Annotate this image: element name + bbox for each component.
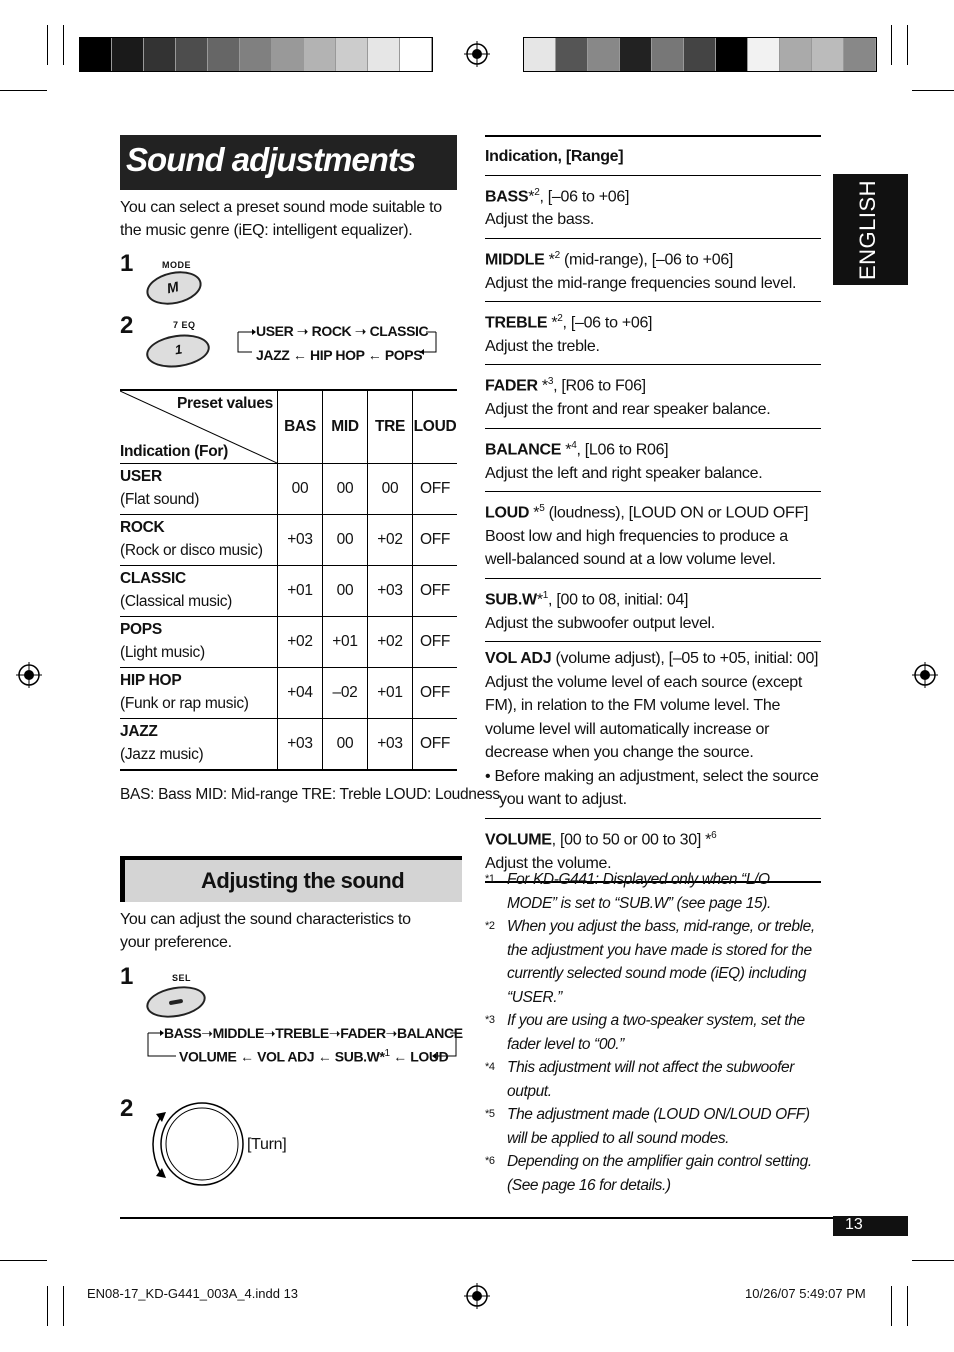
table-header-row xyxy=(120,390,457,464)
eq-button[interactable] xyxy=(144,331,212,372)
footnote-text: The adjustment made (LOUD ON/LOUD OFF) will be applied to all sound modes. xyxy=(507,1106,810,1147)
menu-bass: BASS xyxy=(164,1025,202,1041)
arrow-left-icon: ← xyxy=(314,1048,335,1065)
footnote-text: Depending on the amplifier gain control setting. (See page 16 for details.) xyxy=(507,1153,812,1194)
crop-mark xyxy=(63,1286,64,1326)
item-desc: Adjust the left and right speaker balance. xyxy=(485,464,763,482)
value-cell: OFF xyxy=(413,719,458,771)
item-desc: Adjust the treble. xyxy=(485,337,600,355)
col-header: MID xyxy=(323,390,368,464)
item-desc: Boost low and high frequencies to produce a well-balanced sound at a low volume level. xyxy=(485,527,788,569)
sound-flow-row1 xyxy=(164,1025,463,1042)
value-cell: +02 xyxy=(368,617,413,668)
footnote-ref: 3 xyxy=(547,376,554,388)
item-desc: Adjust the bass. xyxy=(485,211,595,229)
table-row xyxy=(120,668,457,719)
item-desc: Adjust the subwoofer output level. xyxy=(485,614,715,632)
crop-mark xyxy=(47,25,48,65)
table-row xyxy=(120,464,457,515)
language-label: ENGLISH xyxy=(855,179,880,281)
mode-name: ROCK xyxy=(120,519,165,536)
value-cell: OFF xyxy=(413,566,458,617)
table-legend: BAS: Bass MID: Mid-range TRE: Treble LOUD: Loudness xyxy=(120,786,500,803)
footnotes xyxy=(485,868,821,1197)
footnote-ref: 4 xyxy=(571,439,577,451)
color-swatch xyxy=(240,38,272,71)
mode-desc: (Flat sound) xyxy=(120,491,200,508)
sel-button-label: SEL xyxy=(172,973,192,983)
color-swatch xyxy=(588,38,620,71)
arrow-right-icon: ➝ xyxy=(385,1025,397,1041)
color-swatch xyxy=(304,38,336,71)
mode-name: USER xyxy=(120,468,162,485)
color-swatch xyxy=(80,38,112,71)
mode-name: POPS xyxy=(120,621,162,638)
footnote xyxy=(485,1103,821,1150)
preset-values-label: Preset values xyxy=(176,395,273,412)
col-header: LOUD xyxy=(413,390,458,464)
item-mark: * xyxy=(561,441,572,459)
footnote-ref: 2 xyxy=(557,313,563,325)
mode-desc: (Classical music) xyxy=(120,593,233,610)
color-swatch xyxy=(112,38,144,71)
color-swatch xyxy=(368,38,400,71)
value-cell: +02 xyxy=(278,617,323,668)
item-name: SUB.W xyxy=(485,591,537,609)
item-name: VOL ADJ xyxy=(485,650,552,668)
item-range: (volume adjust), [–05 to +05, initial: 00] xyxy=(551,650,819,668)
indication-item xyxy=(485,429,821,492)
eq-mode-classic: CLASSIC xyxy=(369,323,429,339)
value-cell: OFF xyxy=(413,617,458,668)
intro-text: You can select a preset sound mode suitable to the music genre (iEQ: intelligent equalizer). xyxy=(120,199,442,239)
value-cell: 00 xyxy=(323,464,368,515)
arrow-left-icon: ← xyxy=(292,347,310,363)
item-range: , [–06 to +06] xyxy=(562,314,653,332)
registration-mark-icon xyxy=(464,1283,490,1309)
footnote-mark: *3 xyxy=(485,1014,495,1026)
voladj-item xyxy=(485,642,821,819)
registration-mark-icon xyxy=(464,41,490,67)
color-swatch xyxy=(652,38,684,71)
color-swatch xyxy=(812,38,844,71)
language-tab xyxy=(833,174,908,285)
col-header: TRE xyxy=(368,390,413,464)
col-header: BAS xyxy=(278,390,323,464)
preset-values-table xyxy=(120,389,457,771)
eq-mode-hiphop: HIP HOP xyxy=(310,347,365,363)
color-swatch xyxy=(556,38,588,71)
table-row xyxy=(120,566,457,617)
menu-balance: BALANCE xyxy=(397,1025,463,1041)
color-swatch xyxy=(716,38,748,71)
mode-cell xyxy=(120,515,278,566)
item-name: VOLUME xyxy=(485,831,552,849)
menu-volume: VOLUME xyxy=(179,1048,237,1065)
table-row xyxy=(120,515,457,566)
eq-mode-user: USER xyxy=(256,323,294,339)
section-title: Adjusting the sound xyxy=(201,868,405,893)
mode-name: JAZZ xyxy=(120,723,158,740)
sound-flow-row2 xyxy=(179,1048,448,1065)
value-cell: 00 xyxy=(323,515,368,566)
color-bar-left xyxy=(79,37,433,72)
crop-mark xyxy=(63,25,64,65)
item-mark: * xyxy=(528,187,535,205)
control-dial-icon[interactable] xyxy=(144,1100,248,1188)
item-range: (mid-range), [–06 to +06] xyxy=(559,251,734,269)
item-mark: * xyxy=(536,591,543,609)
indication-item xyxy=(485,176,821,239)
mode-desc: (Light music) xyxy=(120,644,205,661)
footnote xyxy=(485,915,821,1009)
item-range: , [L06 to R06] xyxy=(576,441,669,459)
item-name: LOUD xyxy=(485,504,530,522)
table-row xyxy=(120,719,457,771)
minus-icon xyxy=(169,999,183,1005)
item-range: , [00 to 08, initial: 04] xyxy=(548,591,689,609)
arrow-right-icon: ➝ xyxy=(263,1025,276,1041)
value-cell: 00 xyxy=(368,464,413,515)
arrow-left-icon: ← xyxy=(236,1048,258,1065)
mode-button-label: MODE xyxy=(162,260,191,270)
mode-name: CLASSIC xyxy=(120,570,186,587)
item-desc: Adjust the mid-range frequencies sound level. xyxy=(485,274,797,292)
page-number-tab xyxy=(833,1216,908,1236)
footnote-text: If you are using a two-speaker system, set the fader level to “00.” xyxy=(507,1012,805,1053)
color-swatch xyxy=(620,38,652,71)
footnote-ref: 5 xyxy=(539,503,545,515)
menu-middle: MIDDLE xyxy=(212,1025,264,1041)
item-name: MIDDLE xyxy=(485,251,545,269)
footnote-text: For KD-G441: Displayed only when “L/O MODE” is set to “SUB.W” (see page 15). xyxy=(507,871,771,912)
footnote-ref: 2 xyxy=(554,249,560,261)
sel-button[interactable] xyxy=(144,982,208,1022)
item-desc: Adjust the front and rear speaker balance. xyxy=(485,401,771,419)
indication-item xyxy=(485,365,821,428)
menu-loud: LOUD xyxy=(410,1048,449,1065)
item-desc: Adjust the volume level of each source (except FM), in relation to the FM volume level. The volume level will automatically increase or decrease when you change the source. xyxy=(485,673,803,762)
eq-flow-row1 xyxy=(256,323,428,340)
mode-desc: (Funk or rap music) xyxy=(120,695,249,712)
mode-cell xyxy=(120,566,278,617)
color-swatch xyxy=(780,38,812,71)
color-swatch xyxy=(144,38,176,71)
item-bullet: • Before making an adjustment, select the source you want to adjust. xyxy=(485,767,819,809)
registration-mark-icon xyxy=(912,662,938,688)
color-swatch xyxy=(272,38,304,71)
section-intro: You can adjust the sound characteristics to your preference. xyxy=(120,911,411,951)
table-row xyxy=(120,617,457,668)
arrow-right-icon: ➝ xyxy=(328,1025,341,1041)
mode-name: HIP HOP xyxy=(120,672,182,689)
crop-mark xyxy=(0,90,47,91)
value-cell: +01 xyxy=(278,566,323,617)
menu-treble: TREBLE xyxy=(275,1025,329,1041)
color-swatch xyxy=(400,38,432,71)
mode-cell xyxy=(120,617,278,668)
footnote-text: When you adjust the bass, mid-range, or treble, the adjustment you have made is stored for the currently selected sound mode (iEQ) including “USER.” xyxy=(507,918,815,1006)
value-cell: OFF xyxy=(413,668,458,719)
section-header xyxy=(120,856,462,902)
footnote-mark: *1 xyxy=(485,873,495,885)
value-cell: +03 xyxy=(368,719,413,771)
value-cell: +03 xyxy=(278,719,323,771)
indication-item xyxy=(485,579,821,642)
eq-mode-pops: POPS xyxy=(384,347,423,363)
footnote-mark: *6 xyxy=(485,1155,495,1167)
step-number: 1 xyxy=(120,250,134,277)
menu-subw: SUB.W* xyxy=(334,1048,385,1065)
page-title-bar xyxy=(120,135,457,190)
value-cell: +01 xyxy=(368,668,413,719)
eq-button-label: 7 EQ xyxy=(173,320,196,330)
value-cell: +03 xyxy=(278,515,323,566)
arrow-right-icon: ➝ xyxy=(354,323,370,339)
page-number: 13 xyxy=(845,1216,863,1233)
item-desc: Adjust the volume. xyxy=(485,854,612,872)
crop-mark xyxy=(912,90,954,91)
table-corner-header xyxy=(120,390,278,464)
crop-mark xyxy=(891,1286,892,1326)
arrow-left-icon: ← xyxy=(389,1048,411,1065)
color-swatch xyxy=(748,38,780,71)
indication-header: Indication, [Range] xyxy=(485,135,821,176)
crop-mark xyxy=(47,1286,48,1326)
mode-desc: (Jazz music) xyxy=(120,746,204,763)
registration-mark-icon xyxy=(16,662,42,688)
value-cell: +01 xyxy=(323,617,368,668)
footnote-mark: *4 xyxy=(485,1061,495,1073)
item-range: , [00 to 50 or 00 to 30] * xyxy=(551,831,712,849)
item-mark: * xyxy=(544,251,555,269)
eq-flow-row2 xyxy=(256,347,422,363)
footnote xyxy=(485,868,821,915)
value-cell: OFF xyxy=(413,515,458,566)
value-cell: +04 xyxy=(278,668,323,719)
footnote-mark: *2 xyxy=(485,920,495,932)
value-cell: 00 xyxy=(323,719,368,771)
item-name: BASS xyxy=(485,187,529,205)
step-number: 2 xyxy=(120,1095,134,1122)
turn-label: [Turn] xyxy=(247,1136,287,1153)
bottom-rule xyxy=(120,1217,908,1219)
mode-desc: (Rock or disco music) xyxy=(120,542,263,559)
arrow-right-icon: ➝ xyxy=(201,1025,213,1041)
indication-list xyxy=(485,135,821,883)
item-range: , [–06 to +06] xyxy=(539,187,630,205)
item-name: FADER xyxy=(485,377,538,395)
arrow-left-icon: ← xyxy=(367,347,385,363)
crop-mark xyxy=(907,1286,908,1326)
mode-cell xyxy=(120,719,278,771)
footer-left: EN08-17_KD-G441_003A_4.indd 13 xyxy=(87,1286,299,1301)
color-swatch xyxy=(176,38,208,71)
eq-mode-jazz: JAZZ xyxy=(256,347,290,363)
value-cell: +02 xyxy=(368,515,413,566)
indication-item xyxy=(485,302,821,365)
color-swatch xyxy=(336,38,368,71)
item-mark: * xyxy=(547,314,558,332)
crop-mark xyxy=(0,1260,47,1261)
footnote-text: This adjustment will not affect the subwoofer output. xyxy=(507,1059,794,1100)
footnote-mark: *5 xyxy=(485,1108,495,1120)
footer-right: 10/26/07 5:49:07 PM xyxy=(745,1286,866,1301)
crop-mark xyxy=(912,1260,954,1261)
item-name: TREBLE xyxy=(485,314,548,332)
menu-fader: FADER xyxy=(340,1025,386,1041)
footnote-ref: 2 xyxy=(534,186,540,198)
item-name: BALANCE xyxy=(485,441,562,459)
step-number: 1 xyxy=(120,963,134,990)
color-bar-right xyxy=(523,37,877,72)
footnote xyxy=(485,1009,821,1056)
color-swatch xyxy=(844,38,876,71)
indication-label: Indication (For) xyxy=(120,443,228,460)
color-swatch xyxy=(208,38,240,71)
step-number: 2 xyxy=(120,312,134,339)
value-cell: OFF xyxy=(413,464,458,515)
mode-button[interactable] xyxy=(143,267,204,310)
indication-item xyxy=(485,492,821,579)
mode-button-letter: M xyxy=(165,278,181,297)
value-cell: +03 xyxy=(368,566,413,617)
mode-cell xyxy=(120,668,278,719)
footnote xyxy=(485,1056,821,1103)
value-cell: –02 xyxy=(323,668,368,719)
footnote-ref: 1 xyxy=(542,589,549,601)
eq-mode-rock: ROCK xyxy=(311,323,352,339)
footnote-ref: 1 xyxy=(384,1048,390,1059)
item-range: , [R06 to F06] xyxy=(553,377,646,395)
item-mark: * xyxy=(529,504,540,522)
mode-cell xyxy=(120,464,278,515)
color-swatch xyxy=(684,38,716,71)
page-title: Sound adjustments xyxy=(126,141,416,178)
item-mark: * xyxy=(537,377,548,395)
footnote-ref: 6 xyxy=(711,829,717,841)
color-swatch xyxy=(524,38,556,71)
footnote xyxy=(485,1150,821,1197)
menu-voladj: VOL ADJ xyxy=(257,1048,315,1065)
indication-item xyxy=(485,239,821,302)
eq-button-number: 1 xyxy=(173,341,184,358)
item-range: (loudness), [LOUD ON or LOUD OFF] xyxy=(544,504,809,522)
crop-mark xyxy=(891,25,892,65)
value-cell: 00 xyxy=(278,464,323,515)
arrow-right-icon: ➝ xyxy=(296,323,312,339)
value-cell: 00 xyxy=(323,566,368,617)
crop-mark xyxy=(907,25,908,65)
